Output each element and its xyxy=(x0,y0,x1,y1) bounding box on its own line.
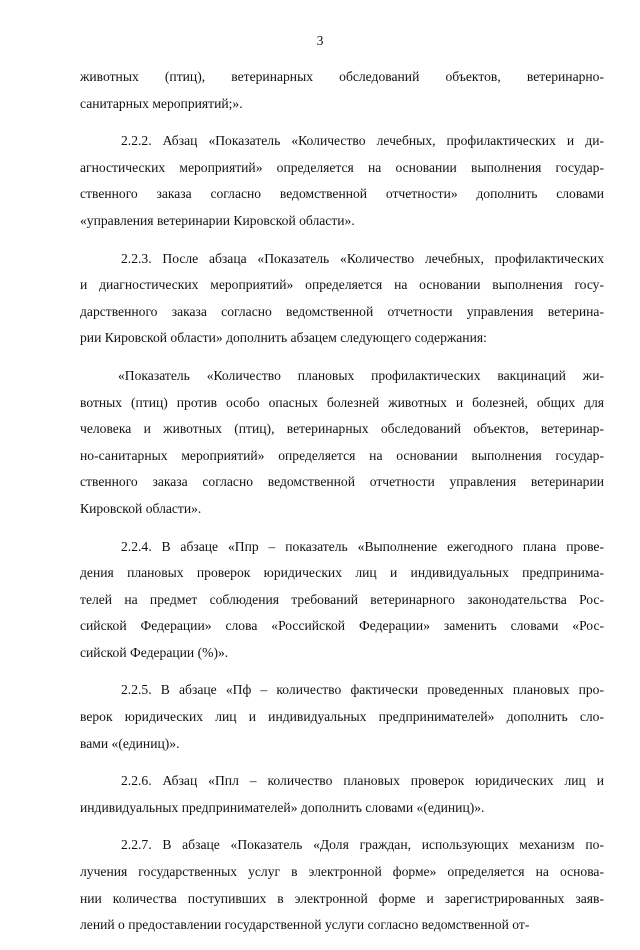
paragraph-line: 2.2.3. После абзаца «Показатель «Количество лечебных, профилактических xyxy=(121,250,604,266)
paragraph-line: индивидуальных предпринимателей» дополнить словами «(единиц)». xyxy=(80,799,485,815)
paragraph-line: ственного заказа согласно ведомственной отчетности» дополнить словами xyxy=(80,186,604,202)
paragraph-line: агностических мероприятий» определяется на основании выполнения государ- xyxy=(80,159,604,175)
paragraph xyxy=(80,64,604,117)
paragraph-line: телей на предмет соблюдения требований ветеринарного законодательства Рос- xyxy=(80,591,604,607)
paragraph-line: верок юридических лиц и индивидуальных предпринимателей» дополнить сло- xyxy=(80,709,604,725)
paragraph-line: вотных (птиц) против особо опасных болезней животных и болезней, общих для xyxy=(80,394,604,410)
paragraph-line: лений о предоставлении государственной услуги согласно ведомственной от- xyxy=(80,917,530,933)
paragraph-line: ственного заказа согласно ведомственной отчетности управления ветеринарии xyxy=(80,474,604,490)
document-body xyxy=(80,64,604,950)
paragraph-line: лучения государственных услуг в электронной форме» определяется на основа- xyxy=(80,864,604,880)
paragraph-line: сийской Федерации» слова «Российской Федерации» заменить словами «Рос- xyxy=(80,618,604,634)
paragraph-line: дарственного заказа согласно ведомственной отчетности управления ветерина- xyxy=(80,303,604,319)
paragraph-line: 2.2.2. Абзац «Показатель «Количество лечебных, профилактических и ди- xyxy=(121,133,604,149)
paragraph-line: животных (птиц), ветеринарных обследований объектов, ветеринарно- xyxy=(80,69,604,84)
paragraph-line: 2.2.6. Абзац «Ппл – количество плановых проверок юридических лиц и xyxy=(121,773,604,789)
paragraph-line: нии количества поступивших в электронной форме и зарегистрированных заяв- xyxy=(80,890,604,906)
paragraph xyxy=(80,768,604,821)
paragraph-line: «Показатель «Количество плановых профилактических вакцинаций жи- xyxy=(118,367,604,383)
paragraph xyxy=(80,534,604,667)
paragraph-line: но-санитарных мероприятий» определяется на основании выполнения государ- xyxy=(80,447,604,463)
paragraph-line: рии Кировской области» дополнить абзацем следующего содержания: xyxy=(80,330,487,346)
paragraph xyxy=(80,832,604,938)
paragraph-line: и диагностических мероприятий» определяется на основании выполнения госу- xyxy=(80,277,604,293)
paragraph-line: Кировской области». xyxy=(80,500,202,516)
page-number: 3 xyxy=(316,33,324,48)
paragraph xyxy=(80,677,604,757)
paragraph-line: вами «(единиц)». xyxy=(80,735,180,751)
paragraph xyxy=(80,363,604,523)
paragraph-line: человека и животных (птиц), ветеринарных обследований объектов, ветеринар- xyxy=(80,421,604,437)
paragraph-line: 2.2.7. В абзаце «Показатель «Доля граждан, использующих механизм по- xyxy=(121,837,604,853)
paragraph-line: сийской Федерации (%)». xyxy=(80,644,229,660)
paragraph xyxy=(80,246,604,352)
paragraph-line: 2.2.4. В абзаце «Ппр – показатель «Выполнение ежегодного плана прове- xyxy=(121,538,604,554)
paragraph xyxy=(80,128,604,234)
paragraph-line: дения плановых проверок юридических лиц и индивидуальных предпринима- xyxy=(80,565,604,581)
paragraph-line: «управления ветеринарии Кировской области». xyxy=(80,212,355,228)
paragraph-line: 2.2.5. В абзаце «Пф – количество фактически проведенных плановых про- xyxy=(121,682,604,698)
paragraph-line: санитарных мероприятий;». xyxy=(80,95,243,111)
